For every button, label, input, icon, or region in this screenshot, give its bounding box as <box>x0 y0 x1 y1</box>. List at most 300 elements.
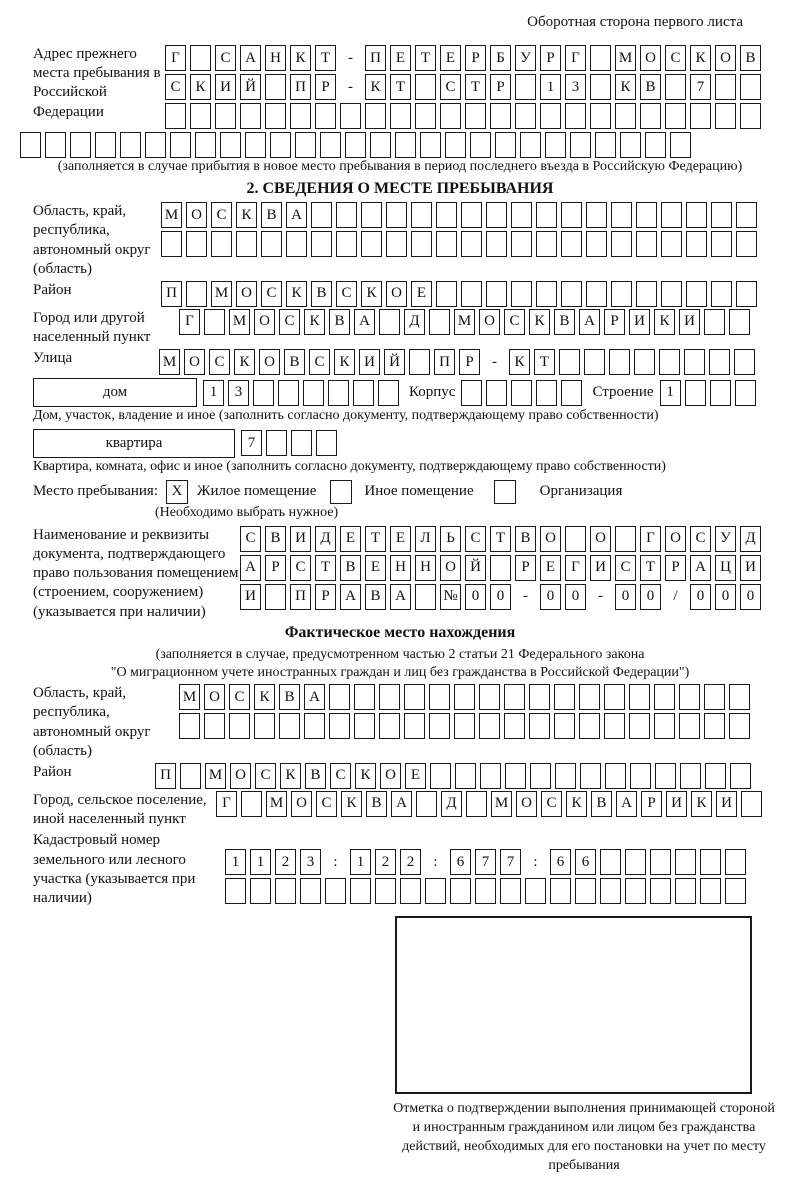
char-cell: У <box>515 45 536 71</box>
char-cell: К <box>334 349 355 375</box>
char-cell-empty <box>650 878 671 904</box>
char-cell-empty <box>379 713 400 739</box>
stay-place-label: Место пребывания: <box>33 483 158 500</box>
char-cell-empty <box>520 132 541 158</box>
char-cell: 1 <box>350 849 371 875</box>
char-cell: 3 <box>228 380 249 406</box>
char-cell: К <box>361 281 382 307</box>
char-cell: 3 <box>300 849 321 875</box>
char-cell-empty <box>316 430 337 456</box>
char-cell-empty <box>729 309 750 335</box>
char-cell: Е <box>340 526 361 552</box>
char-cell-empty <box>311 231 332 257</box>
char-cell-empty <box>229 713 250 739</box>
prev-address-row-3 <box>165 103 765 129</box>
char-cell-empty <box>570 132 591 158</box>
char-cell: А <box>391 791 412 817</box>
char-cell: Д <box>404 309 425 335</box>
char-cell: О <box>665 526 686 552</box>
char-cell: 6 <box>575 849 596 875</box>
char-cell: О <box>259 349 280 375</box>
char-cell: 7 <box>500 849 521 875</box>
char-cell: И <box>359 349 380 375</box>
char-cell-empty <box>554 713 575 739</box>
document-row-3 <box>240 584 765 610</box>
char-cell: О <box>230 763 251 789</box>
char-cell: Д <box>315 526 336 552</box>
char-cell-empty <box>536 231 557 257</box>
region-row-2 <box>161 231 761 257</box>
char-cell-empty <box>636 231 657 257</box>
char-cell-empty <box>179 713 200 739</box>
char-cell: 6 <box>450 849 471 875</box>
char-cell-empty <box>250 878 271 904</box>
char-cell-empty <box>715 74 736 100</box>
char-cell-empty <box>511 281 532 307</box>
char-cell: Г <box>216 791 237 817</box>
char-cell-empty <box>740 74 761 100</box>
char-cell: М <box>491 791 512 817</box>
char-cell: И <box>716 791 737 817</box>
char-cell: М <box>161 202 182 228</box>
char-cell-empty <box>636 202 657 228</box>
char-cell-empty <box>95 132 116 158</box>
char-cell: О <box>386 281 407 307</box>
char-cell-empty <box>725 878 746 904</box>
document-row-1 <box>240 526 765 552</box>
char-cell: А <box>340 584 361 610</box>
char-cell: С <box>440 74 461 100</box>
char-cell: А <box>390 584 411 610</box>
char-cell: И <box>240 584 261 610</box>
char-cell-empty <box>411 231 432 257</box>
char-cell: О <box>479 309 500 335</box>
char-cell: Й <box>384 349 405 375</box>
char-cell: П <box>161 281 182 307</box>
char-cell-empty <box>429 309 450 335</box>
char-cell-empty <box>361 202 382 228</box>
char-cell-empty <box>715 103 736 129</box>
char-cell-empty <box>325 878 346 904</box>
char-cell: П <box>290 74 311 100</box>
char-cell: Р <box>315 74 336 100</box>
char-cell-empty <box>561 281 582 307</box>
char-cell-empty <box>266 430 287 456</box>
char-cell-empty <box>709 349 730 375</box>
char-cell-empty <box>195 132 216 158</box>
actual-region-label: Область, край, республика, автономный округ (область) <box>33 685 151 759</box>
char-cell: Р <box>459 349 480 375</box>
region-label: Область, край, республика, автономный округ (область) <box>33 203 151 277</box>
char-cell-empty <box>445 132 466 158</box>
char-cell: О <box>254 309 275 335</box>
char-cell-empty <box>275 878 296 904</box>
char-cell: О <box>291 791 312 817</box>
char-cell-empty <box>45 132 66 158</box>
char-cell: С <box>240 526 261 552</box>
char-cell: Г <box>565 45 586 71</box>
char-cell-empty <box>145 132 166 158</box>
char-cell-empty <box>290 103 311 129</box>
char-cell-empty <box>529 684 550 710</box>
char-cell: № <box>440 584 461 610</box>
char-cell-empty <box>253 380 274 406</box>
char-cell: А <box>579 309 600 335</box>
char-cell: С <box>665 45 686 71</box>
char-cell-empty <box>354 713 375 739</box>
char-cell-empty <box>395 132 416 158</box>
checkbox-organization <box>494 480 516 504</box>
char-cell: Р <box>265 555 286 581</box>
char-cell: В <box>740 45 761 71</box>
char-cell-empty <box>461 380 482 406</box>
char-cell: Е <box>365 555 386 581</box>
option-other-premises-label: Иное помещение <box>364 483 474 500</box>
actual-district-label: Район <box>33 763 72 780</box>
char-cell-empty <box>480 763 501 789</box>
char-cell-empty <box>450 878 471 904</box>
char-cell-empty <box>561 380 582 406</box>
char-cell: С <box>309 349 330 375</box>
char-cell-empty <box>20 132 41 158</box>
char-cell-empty <box>615 526 636 552</box>
char-cell-empty <box>429 684 450 710</box>
prev-address-row-2 <box>165 74 765 100</box>
char-cell-empty <box>240 103 261 129</box>
char-cell: О <box>236 281 257 307</box>
char-cell-empty <box>279 713 300 739</box>
char-cell-empty <box>511 231 532 257</box>
cell-separator: / <box>673 588 678 605</box>
char-cell-empty <box>665 103 686 129</box>
char-cell: 3 <box>565 74 586 100</box>
actual-city-row <box>216 791 766 817</box>
char-cell: П <box>365 45 386 71</box>
char-cell: С <box>615 555 636 581</box>
char-cell: Р <box>540 45 561 71</box>
actual-city-label: Город, сельское поселение, иной населенный пункт <box>33 791 207 828</box>
actual-region-block <box>33 684 800 761</box>
actual-region-row-2 <box>179 713 754 739</box>
char-cell-empty <box>311 202 332 228</box>
char-cell-empty <box>375 878 396 904</box>
char-cell: К <box>509 349 530 375</box>
region-block <box>33 202 800 279</box>
char-cell: К <box>190 74 211 100</box>
char-cell-empty <box>236 231 257 257</box>
char-cell: О <box>590 526 611 552</box>
char-cell-empty <box>511 202 532 228</box>
char-cell-empty <box>645 132 666 158</box>
char-cell-empty <box>729 684 750 710</box>
char-cell: Г <box>565 555 586 581</box>
char-cell: О <box>440 555 461 581</box>
char-cell-empty <box>710 380 731 406</box>
cadastral-row-2 <box>225 878 750 904</box>
char-cell-empty <box>565 526 586 552</box>
char-cell-empty <box>479 684 500 710</box>
char-cell: Е <box>405 763 426 789</box>
char-cell-empty <box>504 684 525 710</box>
char-cell-empty <box>600 878 621 904</box>
char-cell: 2 <box>400 849 421 875</box>
document-block <box>33 526 800 622</box>
cell-separator: - <box>492 353 497 370</box>
char-cell: Ь <box>440 526 461 552</box>
char-cell-empty <box>120 132 141 158</box>
char-cell: 0 <box>740 584 761 610</box>
char-cell: К <box>566 791 587 817</box>
char-cell: М <box>205 763 226 789</box>
char-cell: С <box>165 74 186 100</box>
char-cell: 0 <box>715 584 736 610</box>
char-cell-empty <box>270 132 291 158</box>
char-cell: В <box>640 74 661 100</box>
char-cell-empty <box>436 202 457 228</box>
char-cell: А <box>240 555 261 581</box>
char-cell-empty <box>555 763 576 789</box>
korpus-label: Корпус <box>409 384 456 401</box>
char-cell-empty <box>561 231 582 257</box>
char-cell: Р <box>604 309 625 335</box>
char-cell: И <box>290 526 311 552</box>
char-cell: Р <box>465 45 486 71</box>
char-cell-empty <box>525 878 546 904</box>
city-block <box>33 309 800 347</box>
char-cell-empty <box>741 791 762 817</box>
char-cell-empty <box>679 713 700 739</box>
char-cell: Л <box>415 526 436 552</box>
char-cell-empty <box>590 74 611 100</box>
char-cell-empty <box>336 231 357 257</box>
char-cell-empty <box>404 684 425 710</box>
char-cell-empty <box>361 231 382 257</box>
char-cell: 1 <box>660 380 681 406</box>
char-cell-empty <box>455 763 476 789</box>
char-cell-empty <box>685 380 706 406</box>
char-cell-empty <box>436 281 457 307</box>
char-cell: Т <box>390 74 411 100</box>
char-cell: И <box>679 309 700 335</box>
korpus-cells <box>461 380 586 406</box>
char-cell-empty <box>609 349 630 375</box>
actual-region-row-1 <box>179 684 754 710</box>
char-cell-empty <box>620 132 641 158</box>
char-cell-empty <box>511 380 532 406</box>
char-cell-empty <box>386 231 407 257</box>
char-cell-empty <box>636 281 657 307</box>
apartment-cells <box>241 430 341 456</box>
city-row <box>179 309 754 335</box>
char-cell: С <box>229 684 250 710</box>
char-cell-empty <box>336 202 357 228</box>
char-cell: Р <box>515 555 536 581</box>
char-cell-empty <box>661 231 682 257</box>
char-cell: К <box>690 45 711 71</box>
char-cell: Й <box>240 74 261 100</box>
char-cell-empty <box>386 202 407 228</box>
char-cell-empty <box>590 45 611 71</box>
char-cell-empty <box>625 849 646 875</box>
char-cell-empty <box>475 878 496 904</box>
prev-address-row-4 <box>20 132 800 158</box>
char-cell-empty <box>595 132 616 158</box>
char-cell-empty <box>370 132 391 158</box>
char-cell: В <box>365 584 386 610</box>
char-cell-empty <box>711 231 732 257</box>
apartment-block <box>33 429 800 458</box>
page-header: Оборотная сторона первого листа <box>527 14 743 30</box>
char-cell-empty <box>411 202 432 228</box>
char-cell-empty <box>170 132 191 158</box>
char-cell-empty <box>400 878 421 904</box>
char-cell-empty <box>730 763 751 789</box>
char-cell: А <box>354 309 375 335</box>
char-cell: Е <box>411 281 432 307</box>
char-cell: Е <box>540 555 561 581</box>
char-cell: В <box>305 763 326 789</box>
char-cell-empty <box>340 103 361 129</box>
char-cell: М <box>179 684 200 710</box>
option-organization-label: Организация <box>539 483 623 500</box>
char-cell-empty <box>490 103 511 129</box>
char-cell-empty <box>261 231 282 257</box>
char-cell: 7 <box>241 430 262 456</box>
char-cell-empty <box>354 684 375 710</box>
char-cell-empty <box>190 45 211 71</box>
char-cell-empty <box>654 713 675 739</box>
char-cell-empty <box>536 281 557 307</box>
char-cell-empty <box>415 74 436 100</box>
char-cell-empty <box>415 103 436 129</box>
char-cell-empty <box>611 231 632 257</box>
char-cell-empty <box>486 380 507 406</box>
char-cell: К <box>304 309 325 335</box>
char-cell-empty <box>670 132 691 158</box>
char-cell-empty <box>705 763 726 789</box>
char-cell: Д <box>740 526 761 552</box>
char-cell-empty <box>704 713 725 739</box>
cadastral-row-1 <box>225 849 750 875</box>
char-cell-empty <box>379 309 400 335</box>
char-cell: Й <box>465 555 486 581</box>
char-cell-empty <box>659 349 680 375</box>
char-cell: А <box>240 45 261 71</box>
char-cell-empty <box>675 878 696 904</box>
char-cell-empty <box>454 713 475 739</box>
char-cell-empty <box>304 713 325 739</box>
char-cell-empty <box>611 202 632 228</box>
char-cell-empty <box>690 103 711 129</box>
char-cell: К <box>691 791 712 817</box>
char-cell: Т <box>640 555 661 581</box>
char-cell: С <box>330 763 351 789</box>
char-cell: 6 <box>550 849 571 875</box>
char-cell: К <box>529 309 550 335</box>
actual-city-block <box>33 791 800 829</box>
char-cell-empty <box>675 849 696 875</box>
char-cell: О <box>540 526 561 552</box>
char-cell-empty <box>734 349 755 375</box>
char-cell: Е <box>390 45 411 71</box>
char-cell: О <box>186 202 207 228</box>
char-cell-empty <box>684 349 705 375</box>
char-cell: В <box>366 791 387 817</box>
char-cell-empty <box>575 878 596 904</box>
char-cell-empty <box>559 349 580 375</box>
char-cell: Н <box>265 45 286 71</box>
char-cell-empty <box>378 380 399 406</box>
char-cell-empty <box>629 684 650 710</box>
char-cell: В <box>515 526 536 552</box>
char-cell-empty <box>254 713 275 739</box>
char-cell-empty <box>655 763 676 789</box>
stroenie-cells <box>660 380 760 406</box>
checkbox-dwelling: X <box>166 480 188 504</box>
char-cell-empty <box>704 309 725 335</box>
char-cell: Т <box>490 526 511 552</box>
char-cell: П <box>290 584 311 610</box>
char-cell-empty <box>436 231 457 257</box>
stamp-caption: Отметка о подтверждении выполнения принимающей стороной и иностранным гражданином или лицом без гражданства действий, необходимых для его постановки на учет по месту пребывания <box>393 1101 775 1173</box>
char-cell: К <box>254 684 275 710</box>
char-cell-empty <box>545 132 566 158</box>
char-cell: А <box>304 684 325 710</box>
char-cell-empty <box>454 684 475 710</box>
char-cell-empty <box>661 202 682 228</box>
char-cell-empty <box>665 74 686 100</box>
char-cell-empty <box>529 713 550 739</box>
char-cell-empty <box>495 132 516 158</box>
char-cell: С <box>690 526 711 552</box>
char-cell: С <box>279 309 300 335</box>
char-cell: И <box>740 555 761 581</box>
char-cell-empty <box>586 281 607 307</box>
char-cell: Т <box>365 526 386 552</box>
char-cell-empty <box>700 849 721 875</box>
char-cell: Т <box>415 45 436 71</box>
prev-address-label: Адрес прежнего места пребывания в Российской Федерации <box>33 46 161 120</box>
char-cell: 0 <box>565 584 586 610</box>
char-cell-empty <box>329 713 350 739</box>
char-cell: И <box>666 791 687 817</box>
char-cell-empty <box>504 713 525 739</box>
char-cell: В <box>554 309 575 335</box>
char-cell: Г <box>640 526 661 552</box>
char-cell: М <box>266 791 287 817</box>
char-cell: 1 <box>203 380 224 406</box>
char-cell-empty <box>379 684 400 710</box>
char-cell-empty <box>186 231 207 257</box>
apartment-box-label: квартира <box>33 429 235 458</box>
char-cell: К <box>280 763 301 789</box>
actual-location-note-2: "О миграционном учете иностранных граждан и лиц без гражданства в Российской Федерации") <box>110 665 690 680</box>
char-cell: С <box>215 45 236 71</box>
char-cell-empty <box>404 713 425 739</box>
char-cell-empty <box>640 103 661 129</box>
char-cell: Д <box>441 791 462 817</box>
char-cell: О <box>380 763 401 789</box>
house-note: Дом, участок, владение и иное (заполнить согласно документу, подтверждающему право собственности) <box>33 408 659 424</box>
char-cell-empty <box>241 791 262 817</box>
char-cell-empty <box>736 231 757 257</box>
char-cell-empty <box>565 103 586 129</box>
char-cell-empty <box>466 791 487 817</box>
char-cell: В <box>340 555 361 581</box>
char-cell-empty <box>461 231 482 257</box>
char-cell-empty <box>265 584 286 610</box>
char-cell-empty <box>186 281 207 307</box>
